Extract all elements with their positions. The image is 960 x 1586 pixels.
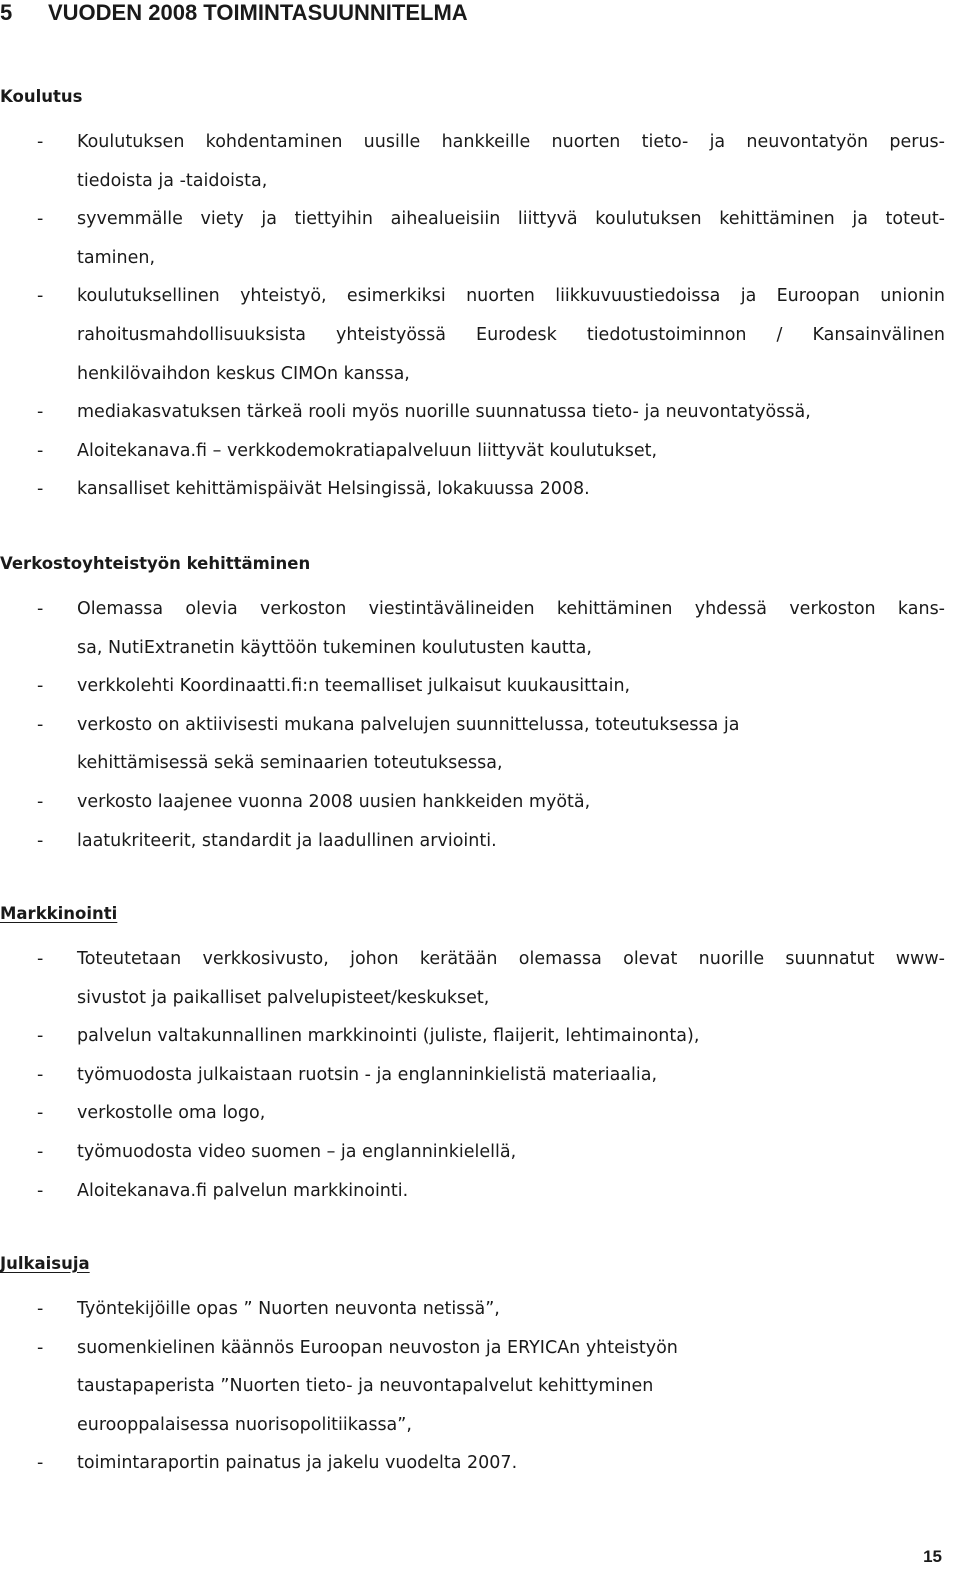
list-item — [0, 1329, 960, 1368]
list-item-text: Työntekijöille opas ” Nuorten neuvonta netissä”, — [77, 1299, 500, 1319]
section-julkaisuja — [0, 1250, 960, 1483]
list-item — [0, 822, 960, 861]
section-title-julkaisuja: Julkaisuja — [0, 1254, 90, 1273]
section-koulutus — [0, 83, 960, 509]
list-item — [0, 355, 960, 394]
list-item — [0, 783, 960, 822]
list-item — [0, 1056, 960, 1095]
list-item — [0, 706, 960, 745]
bullet-dash: - — [37, 1299, 44, 1319]
bullet-dash: - — [37, 714, 44, 735]
list-item — [0, 239, 960, 278]
list-item-text: Aloitekanava.fi – verkkodemokratiapalveluun liittyvät koulutukset, — [77, 440, 658, 461]
list-item-text: sa, NutiExtranetin käyttöön tukeminen koulutusten kautta, — [77, 637, 592, 658]
list-item — [0, 432, 960, 471]
list-item — [0, 123, 960, 162]
bullet-dash: - — [37, 1180, 44, 1201]
list-item-text: kansalliset kehittämispäivät Helsingissä, lokakuussa 2008. — [77, 479, 590, 500]
list-item — [0, 1290, 960, 1329]
list-item — [0, 1367, 960, 1406]
list-item — [0, 590, 960, 629]
list-item — [0, 277, 960, 316]
list-item-text: sivustot ja paikalliset palvelupisteet/keskukset, — [77, 987, 490, 1008]
bullet-list — [0, 940, 960, 1210]
list-item-text: rahoitusmahdollisuuksista yhteistyössä Eurodesk tiedotustoiminnon / Kansainvälinen — [77, 324, 945, 345]
bullet-list — [0, 590, 960, 860]
list-item — [0, 629, 960, 668]
list-item-text: verkostolle oma logo, — [77, 1103, 266, 1124]
bullet-dash: - — [37, 402, 44, 423]
list-item-text: verkkolehti Koordinaatti.fi:n teemalliset julkaisut kuukausittain, — [77, 676, 631, 697]
bullet-dash: - — [37, 676, 44, 697]
section-verkostoyhteistyo — [0, 550, 960, 860]
list-item — [0, 1444, 960, 1483]
bullet-list — [0, 1290, 960, 1483]
bullet-dash: - — [37, 1337, 44, 1358]
list-item-text: toimintaraportin painatus ja jakelu vuodelta 2007. — [77, 1453, 518, 1474]
list-item — [0, 1406, 960, 1445]
list-item-text: taminen, — [77, 247, 156, 268]
list-item — [0, 1133, 960, 1172]
bullet-dash: - — [37, 132, 44, 152]
bullet-dash: - — [37, 1026, 44, 1047]
list-item-text: henkilövaihdon keskus CIMOn kanssa, — [77, 363, 410, 384]
list-item-text: Olemassa olevia verkoston viestintävälineiden kehittäminen yhdessä verkoston kans- — [77, 599, 945, 619]
list-item-text: tiedoista ja -taidoista, — [77, 170, 268, 191]
list-item-text: Aloitekanava.fi palvelun markkinointi. — [77, 1180, 409, 1201]
list-item-text: suomenkielinen käännös Euroopan neuvoston ja ERYICAn yhteistyön — [77, 1337, 678, 1358]
section-title-markkinointi: Markkinointi — [0, 904, 118, 923]
list-item — [0, 200, 960, 239]
section-title-verkostoyhteistyo: Verkostoyhteistyön kehittäminen — [0, 554, 311, 573]
list-item — [0, 667, 960, 706]
bullet-dash: - — [37, 1453, 44, 1474]
list-item-text: Toteutetaan verkkosivusto, johon kerätään olemassa olevat nuorille suunnatut www- — [77, 949, 945, 969]
section-title-koulutus: Koulutus — [0, 87, 83, 106]
list-item-text: verkosto on aktiivisesti mukana palvelujen suunnittelussa, toteutuksessa ja — [77, 714, 740, 735]
chapter-title: VUODEN 2008 TOIMINTASUUNNITELMA — [48, 0, 468, 25]
list-item-text: palvelun valtakunnallinen markkinointi (juliste, flaijerit, lehtimainonta), — [77, 1026, 700, 1047]
list-item-text: koulutuksellinen yhteistyö, esimerkiksi nuorten liikkuvuustiedoissa ja Euroopan unionin — [77, 286, 945, 307]
bullet-dash: - — [37, 949, 44, 969]
list-item-text: mediakasvatuksen tärkeä rooli myös nuorille suunnatussa tieto- ja neuvontatyössä, — [77, 402, 811, 423]
section-markkinointi — [0, 900, 960, 1210]
list-item — [0, 393, 960, 432]
list-item — [0, 744, 960, 783]
bullet-list — [0, 123, 960, 509]
chapter-number: 5 — [0, 0, 13, 25]
page-number: 15 — [923, 1547, 942, 1566]
chapter-heading — [0, 0, 468, 26]
list-item-text: työmuodosta julkaistaan ruotsin - ja englanninkielistä materiaalia, — [77, 1064, 658, 1085]
list-item-text: taustapaperista ”Nuorten tieto- ja neuvontapalvelut kehittyminen — [77, 1376, 654, 1397]
bullet-dash: - — [37, 479, 44, 500]
bullet-dash: - — [37, 440, 44, 461]
list-item — [0, 940, 960, 979]
list-item-text: verkosto laajenee vuonna 2008 uusien hankkeiden myötä, — [77, 791, 591, 812]
list-item-text: eurooppalaisessa nuorisopolitiikassa”, — [77, 1414, 412, 1435]
list-item — [0, 1172, 960, 1211]
list-item — [0, 316, 960, 355]
bullet-dash: - — [37, 1103, 44, 1124]
list-item-text: Koulutuksen kohdentaminen uusille hankkeille nuorten tieto- ja neuvontatyön perus- — [77, 132, 945, 152]
list-item-text: laatukriteerit, standardit ja laadullinen arviointi. — [77, 830, 497, 851]
bullet-dash: - — [37, 830, 44, 851]
bullet-dash: - — [37, 599, 44, 619]
list-item-text: työmuodosta video suomen – ja englanninkielellä, — [77, 1141, 517, 1162]
bullet-dash: - — [37, 1141, 44, 1162]
bullet-dash: - — [37, 286, 44, 307]
bullet-dash: - — [37, 209, 44, 230]
list-item-text: syvemmälle viety ja tiettyihin aihealueisiin liittyvä koulutuksen kehittäminen ja toteut- — [77, 209, 945, 230]
list-item — [0, 1017, 960, 1056]
list-item-text: kehittämisessä sekä seminaarien toteutuksessa, — [77, 753, 503, 774]
bullet-dash: - — [37, 791, 44, 812]
list-item — [0, 470, 960, 509]
list-item — [0, 979, 960, 1018]
list-item — [0, 162, 960, 201]
list-item — [0, 1094, 960, 1133]
bullet-dash: - — [37, 1064, 44, 1085]
